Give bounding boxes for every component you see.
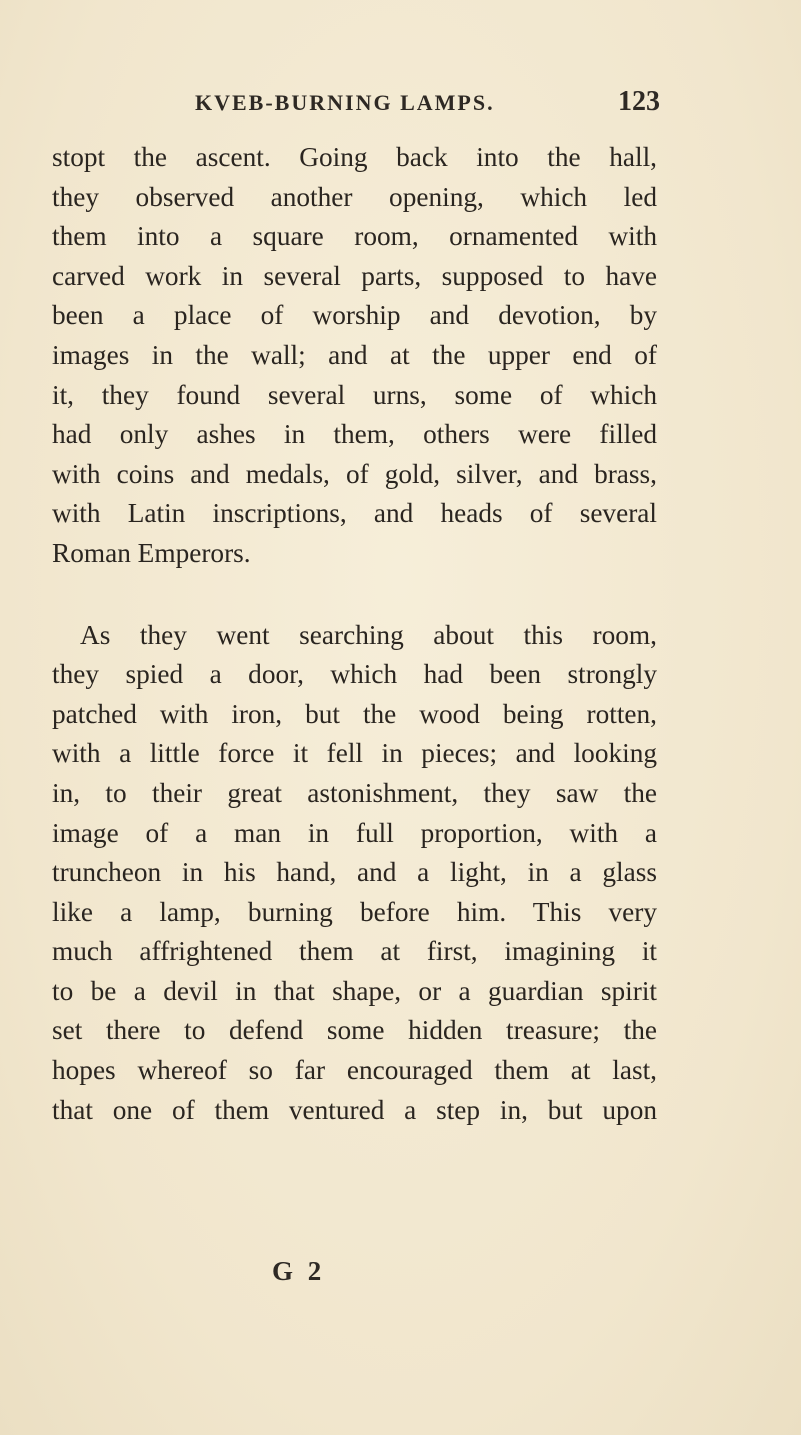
signature-mark: G 2 — [272, 1256, 326, 1286]
text-line: with Latin inscriptions, and heads of several — [52, 498, 657, 529]
page-number: 123 — [618, 86, 660, 117]
text-line: had only ashes in them, others were filled — [52, 419, 657, 450]
text-line: patched with iron, but the wood being rotten, — [52, 698, 657, 729]
text-line: hopes whereof so far encouraged them at last, — [52, 1055, 657, 1086]
text-line: truncheon in his hand, and a light, in a glass — [52, 857, 657, 888]
paragraph-1 — [52, 138, 657, 574]
body-text — [52, 138, 657, 1130]
text-line: images in the wall; and at the upper end of — [52, 339, 657, 370]
text-line: they spied a door, which had been strongly — [52, 659, 657, 690]
text-line: in, to their great astonishment, they saw the — [52, 777, 657, 808]
text-line: image of a man in full proportion, with a — [52, 817, 657, 848]
text-line: them into a square room, ornamented with — [52, 221, 657, 252]
text-line: to be a devil in that shape, or a guardian spirit — [52, 975, 657, 1006]
text-line: that one of them ventured a step in, but upon — [52, 1094, 657, 1125]
paragraph-gap — [52, 574, 657, 616]
text-line: been a place of worship and devotion, by — [52, 300, 657, 331]
text-line: set there to defend some hidden treasure; the — [52, 1015, 657, 1046]
running-title: KVEB-BURNING LAMPS. — [195, 90, 495, 115]
text-line: Roman Emperors. — [52, 537, 251, 568]
paragraph-2 — [52, 616, 657, 1131]
text-line: with a little force it fell in pieces; and looking — [52, 738, 657, 769]
text-line: they observed another opening, which led — [52, 181, 657, 212]
text-line: with coins and medals, of gold, silver, and brass, — [52, 458, 657, 489]
text-line: it, they found several urns, some of which — [52, 379, 657, 410]
text-line: carved work in several parts, supposed to have — [52, 260, 657, 291]
text-line: stopt the ascent. Going back into the hall, — [52, 142, 657, 172]
text-line: much affrightened them at first, imagining it — [52, 936, 657, 967]
text-line: like a lamp, burning before him. This very — [52, 896, 657, 927]
running-head — [195, 86, 660, 126]
text-line: As they went searching about this room, — [80, 619, 657, 650]
